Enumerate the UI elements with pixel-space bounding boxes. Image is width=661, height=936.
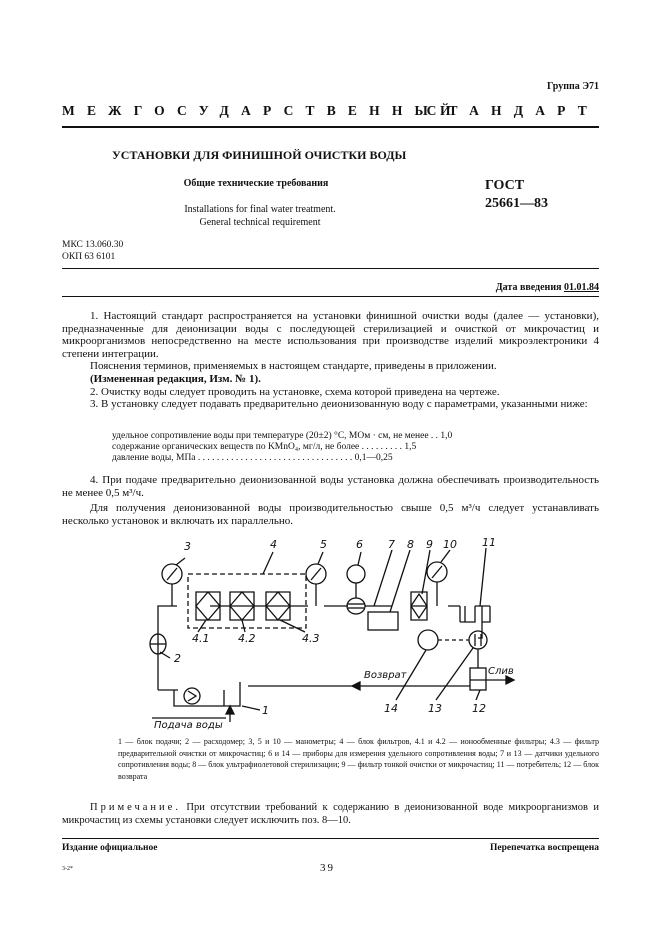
label-4-2: 4.2 <box>238 632 256 645</box>
return-arrow <box>352 682 360 690</box>
label-8: 8 <box>407 538 414 551</box>
label-4-1: 4.1 <box>192 632 210 645</box>
print-signature: 3-2* <box>62 866 73 872</box>
supply-arrow <box>226 706 234 714</box>
classification-codes <box>62 239 123 263</box>
resistivity-meter-6 <box>347 565 365 583</box>
manometer-5-needle <box>311 568 321 580</box>
paragraph-5: Для получения деионизованной воды производительностью свыше 0,5 м³/ч следует устанавливать несколько установок и включать их параллельно. <box>62 502 599 527</box>
footer-rule <box>62 838 599 839</box>
leader-1 <box>242 706 260 710</box>
doc-subtitle: Общие технические требования <box>183 178 329 189</box>
leader-12 <box>476 690 480 700</box>
gost-number <box>485 177 548 213</box>
label-12: 12 <box>472 702 486 715</box>
leader-9 <box>422 550 430 594</box>
supply-block-1 <box>158 682 240 706</box>
sensor-13 <box>469 631 487 649</box>
label-6: 6 <box>356 538 363 551</box>
supply-pipe <box>158 606 460 690</box>
leader-4-1 <box>198 620 206 632</box>
leader-4-2 <box>242 620 245 632</box>
return-unit-12 <box>470 668 486 690</box>
label-4-3: 4.3 <box>302 632 320 645</box>
body-text <box>62 310 599 411</box>
english-title-line1: Installations for final water treatment. <box>184 204 336 215</box>
leader-2 <box>160 652 170 658</box>
manometer-3-needle <box>167 568 177 580</box>
leader-8 <box>390 550 410 612</box>
okp-code: ОКП 63 6101 <box>62 252 116 262</box>
gost-code: 25661—83 <box>485 196 548 211</box>
leader-3 <box>176 558 185 565</box>
english-title <box>150 203 370 229</box>
body-text-2 <box>62 474 599 527</box>
param-organics: содержание органических веществ по KMnO₄, мг/л, не более . . . . . . . . . 1,5 <box>112 442 417 452</box>
param-resistance: удельное сопротивление воды при температуре (20±2) °С, МОм · см, не менее . . 1,0 <box>112 431 453 441</box>
group-code: Группа Э71 <box>547 81 599 92</box>
label-4: 4 <box>270 538 277 551</box>
paragraph-3: 3. В установку следует подавать предварительно деионизованную воду с параметрами, указанными ниже: <box>90 398 588 411</box>
label-podacha: Подача воды <box>154 720 223 731</box>
leader-6 <box>358 552 361 565</box>
label-9: 9 <box>426 538 433 551</box>
intro-date <box>496 282 599 293</box>
label-3: 3 <box>184 540 191 553</box>
english-title-line2: General technical requirement <box>199 217 321 228</box>
page-number: 39 <box>320 862 335 874</box>
uv-block <box>368 612 398 630</box>
intro-date-label: Дата введения <box>495 282 562 293</box>
note-label: Примечание. <box>90 802 181 813</box>
leader-10 <box>441 550 450 562</box>
water-treatment-diagram <box>130 534 530 732</box>
label-sliv: Слив <box>488 666 514 677</box>
mks-code: МКС 13.060.30 <box>62 240 124 250</box>
label-13: 13 <box>428 702 442 715</box>
label-14: 14 <box>384 702 398 715</box>
leader-4-3 <box>280 620 305 632</box>
manometer-10-needle <box>432 566 442 578</box>
doc-title: УСТАНОВКИ ДЛЯ ФИНИШНОЙ ОЧИСТКИ ВОДЫ <box>112 148 407 162</box>
label-vozvrat: Возврат <box>364 670 407 681</box>
rule-2 <box>62 268 599 269</box>
drain-arrow <box>506 676 514 684</box>
leader-13 <box>436 648 473 700</box>
header-standart: СТАНДАРТ <box>426 103 599 118</box>
gost-label: ГОСТ <box>485 178 525 193</box>
leader-5 <box>318 552 323 564</box>
pump <box>184 688 200 704</box>
footer-reprint: Перепечатка воспрещена <box>489 843 599 853</box>
leader-11 <box>480 548 486 606</box>
header-mezh: МЕЖГОСУДАРСТВЕННЫЙ <box>62 103 463 118</box>
label-2: 2 <box>174 652 181 665</box>
leader-7 <box>374 550 392 606</box>
paragraph-1b: Пояснения терминов, применяемых в настоящем стандарте, приведены в приложении. <box>90 360 497 373</box>
figure-caption: 1 — блок подачи; 2 — расходомер; 3, 5 и 10 — манометры; 4 — блок фильтров, 4.1 и 4.2 — ионообменные фильтры; 4.3 — фильтр предварительной очистки от микрочастиц; 6 и 14 — приборы для измерения удельного сопротивления воды; 7 и 13 — датчики удельного сопротивления воды; 8 — блок ультрафиолетовой стерилизации; 9 — фильтр тонкой очистки от микрочастиц; 11 — потребитель; 12 — блок возврата <box>118 737 599 781</box>
label-7: 7 <box>388 538 395 551</box>
paragraph-1: 1. Настоящий стандарт распространяется на установки финишной очистки воды (далее — установки), предназначенные для деионизации воды с последующей стерилизацией и очисткой от микрочастиц и микроорганизмов непосредственно на месте использования при производстве изделий микроэлектроники 4 степени интеграции. <box>62 310 599 360</box>
label-1: 1 <box>262 704 269 717</box>
note-text: При отсутствии требований к содержанию в деионизованной воде микроорганизмов и микрочастиц из схемы установки следует исключить поз. 8—10. <box>62 802 599 826</box>
label-5: 5 <box>320 538 327 551</box>
footer-official: Издание официальное <box>62 843 158 853</box>
note <box>62 801 599 827</box>
label-10: 10 <box>443 538 457 551</box>
sensor-7 <box>347 598 365 614</box>
resistivity-meter-14 <box>418 630 438 650</box>
amendment-note: (Измененная редакция, Изм. № 1). <box>90 372 261 385</box>
parameters-list <box>112 431 557 464</box>
label-11: 11 <box>482 536 496 549</box>
header-rule <box>62 126 599 128</box>
paragraph-4: 4. При подаче предварительно деионизованной воды установка должна обеспечивать производительность не менее 0,5 м³/ч. <box>62 474 599 499</box>
pump-arrow <box>188 691 196 701</box>
leader-4 <box>263 552 273 574</box>
paragraph-2: 2. Очистку воды следует проводить на установке, схема которой приведена на чертеже. <box>90 385 500 398</box>
param-pressure: давление воды, МПа . . . . . . . . . . . . . . . . . . . . . . . . . . . . . . . . . 0,1—0,25 <box>112 453 393 463</box>
intro-date-value: 01.01.84 <box>564 282 599 293</box>
rule-3 <box>62 296 599 297</box>
